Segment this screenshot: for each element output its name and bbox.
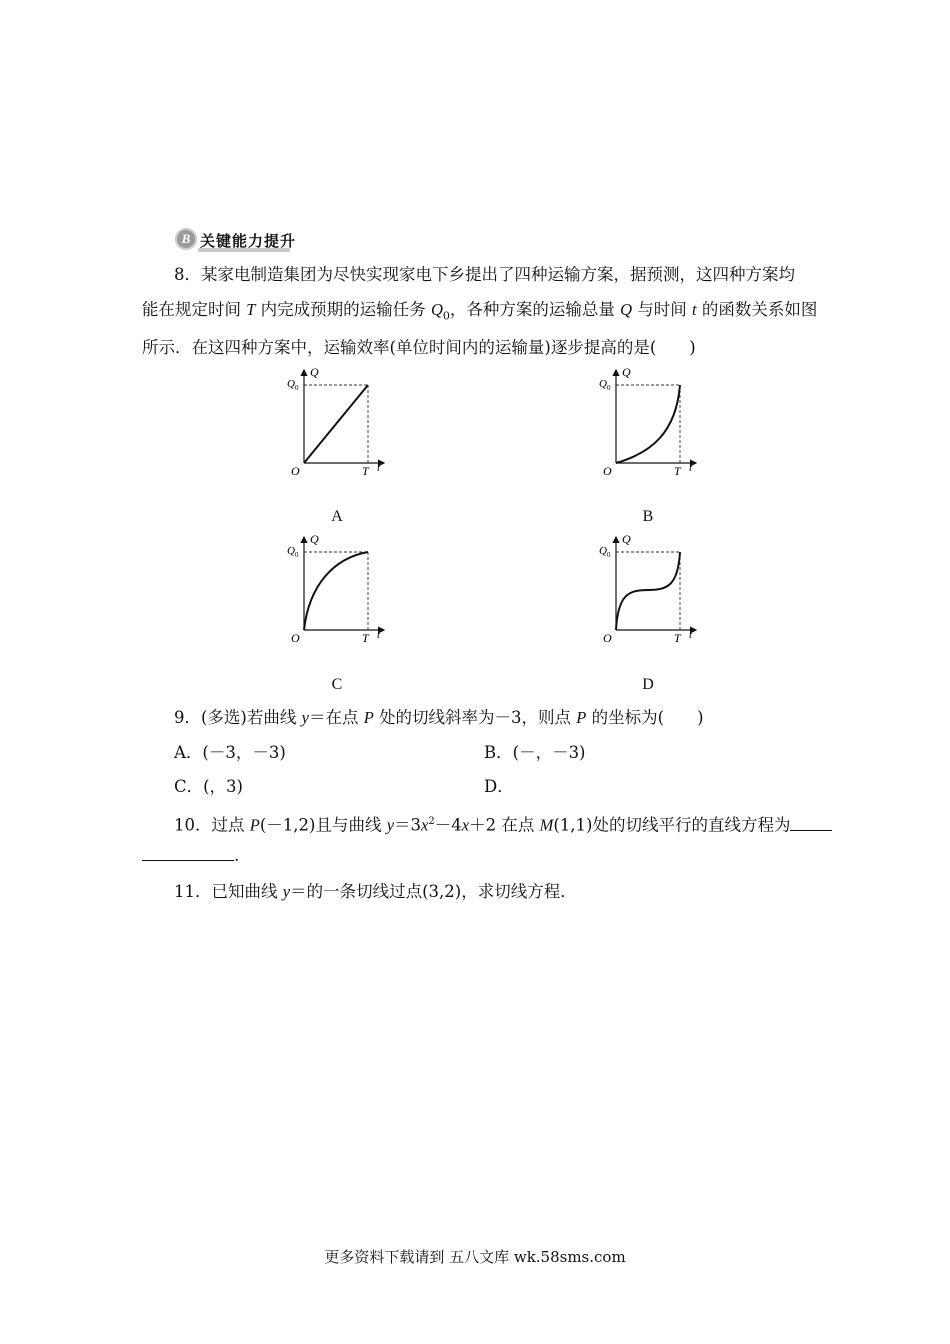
svg-text:O: O <box>291 631 300 645</box>
curve-d <box>616 552 680 630</box>
svg-text:t: t <box>377 629 381 641</box>
q9-option-b: B．(－，－3) <box>484 743 586 762</box>
section-badge-icon: B <box>175 228 197 250</box>
q9-option-c: C．(，3) <box>174 777 243 796</box>
caption-d: D <box>642 676 654 693</box>
svg-text:O: O <box>603 631 612 645</box>
svg-text:Q: Q <box>310 532 319 546</box>
svg-text:0: 0 <box>295 551 299 559</box>
svg-text:t: t <box>689 462 693 474</box>
curve-b <box>616 385 680 463</box>
label-origin: O <box>291 464 300 478</box>
svg-text:Q: Q <box>622 532 631 546</box>
q11-stem: 11．已知曲线 y＝的一条切线过点(3,2)，求切线方程． <box>174 882 577 901</box>
graph-d <box>599 532 696 645</box>
label-T: T <box>362 464 369 478</box>
q8-line-3: 所示．在这四种方案中，运输效率(单位时间内的运输量)逐步提高的是( ) <box>142 338 696 357</box>
q10-line-1: 10．过点 P(－1,2)且与曲线 $y=3x^2-4x+2$ 在点 M(1,1)处的切线平行的直线方程为 <box>174 812 832 836</box>
curve-a <box>304 385 368 463</box>
svg-text:O: O <box>603 464 612 478</box>
caption-c: C <box>331 676 343 693</box>
q10-answer-blank-cont[interactable] <box>142 846 234 861</box>
svg-text:T: T <box>674 464 681 478</box>
q9-option-d: D． <box>484 777 514 796</box>
svg-text:0: 0 <box>607 551 611 559</box>
section-title: 关键能力提升 <box>200 232 297 250</box>
graph-c <box>287 532 384 645</box>
svg-text:t: t <box>689 629 693 641</box>
svg-text:Q: Q <box>599 545 607 557</box>
svg-text:T: T <box>362 631 369 645</box>
q8-line-2: 能在规定时间 T 内完成预期的运输任务 $Q_0$，各种方案的运输总量 Q 与时间 t 的函数关系如图 <box>142 300 818 323</box>
footer-text: 更多资料下载请到 五八文库 wk.58sms.com <box>324 1248 626 1266</box>
svg-text:0: 0 <box>295 384 299 392</box>
svg-text:Q: Q <box>287 545 295 557</box>
label-t: t <box>377 462 381 474</box>
curve-c <box>304 552 368 630</box>
caption-b: B <box>642 508 654 525</box>
q10-answer-blank[interactable] <box>790 816 832 831</box>
caption-a: A <box>331 508 343 525</box>
svg-text:Q: Q <box>622 365 631 379</box>
q9-stem: 9．(多选)若曲线 y＝在点 P 处的切线斜率为－3，则点 P 的坐标为( ) <box>174 708 704 727</box>
graph-a <box>287 365 384 478</box>
q10-line-2: . <box>142 846 239 866</box>
q9-option-a: A．(－3，－3) <box>174 743 286 762</box>
graph-b <box>599 365 696 478</box>
label-q0: Q <box>287 378 295 390</box>
svg-text:0: 0 <box>607 384 611 392</box>
svg-text:Q: Q <box>599 378 607 390</box>
svg-text:T: T <box>674 631 681 645</box>
label-q: Q <box>310 365 319 379</box>
q8-line-1: 8．某家电制造集团为尽快实现家电下乡提出了四种运输方案，据预测，这四种方案均 <box>174 265 795 284</box>
